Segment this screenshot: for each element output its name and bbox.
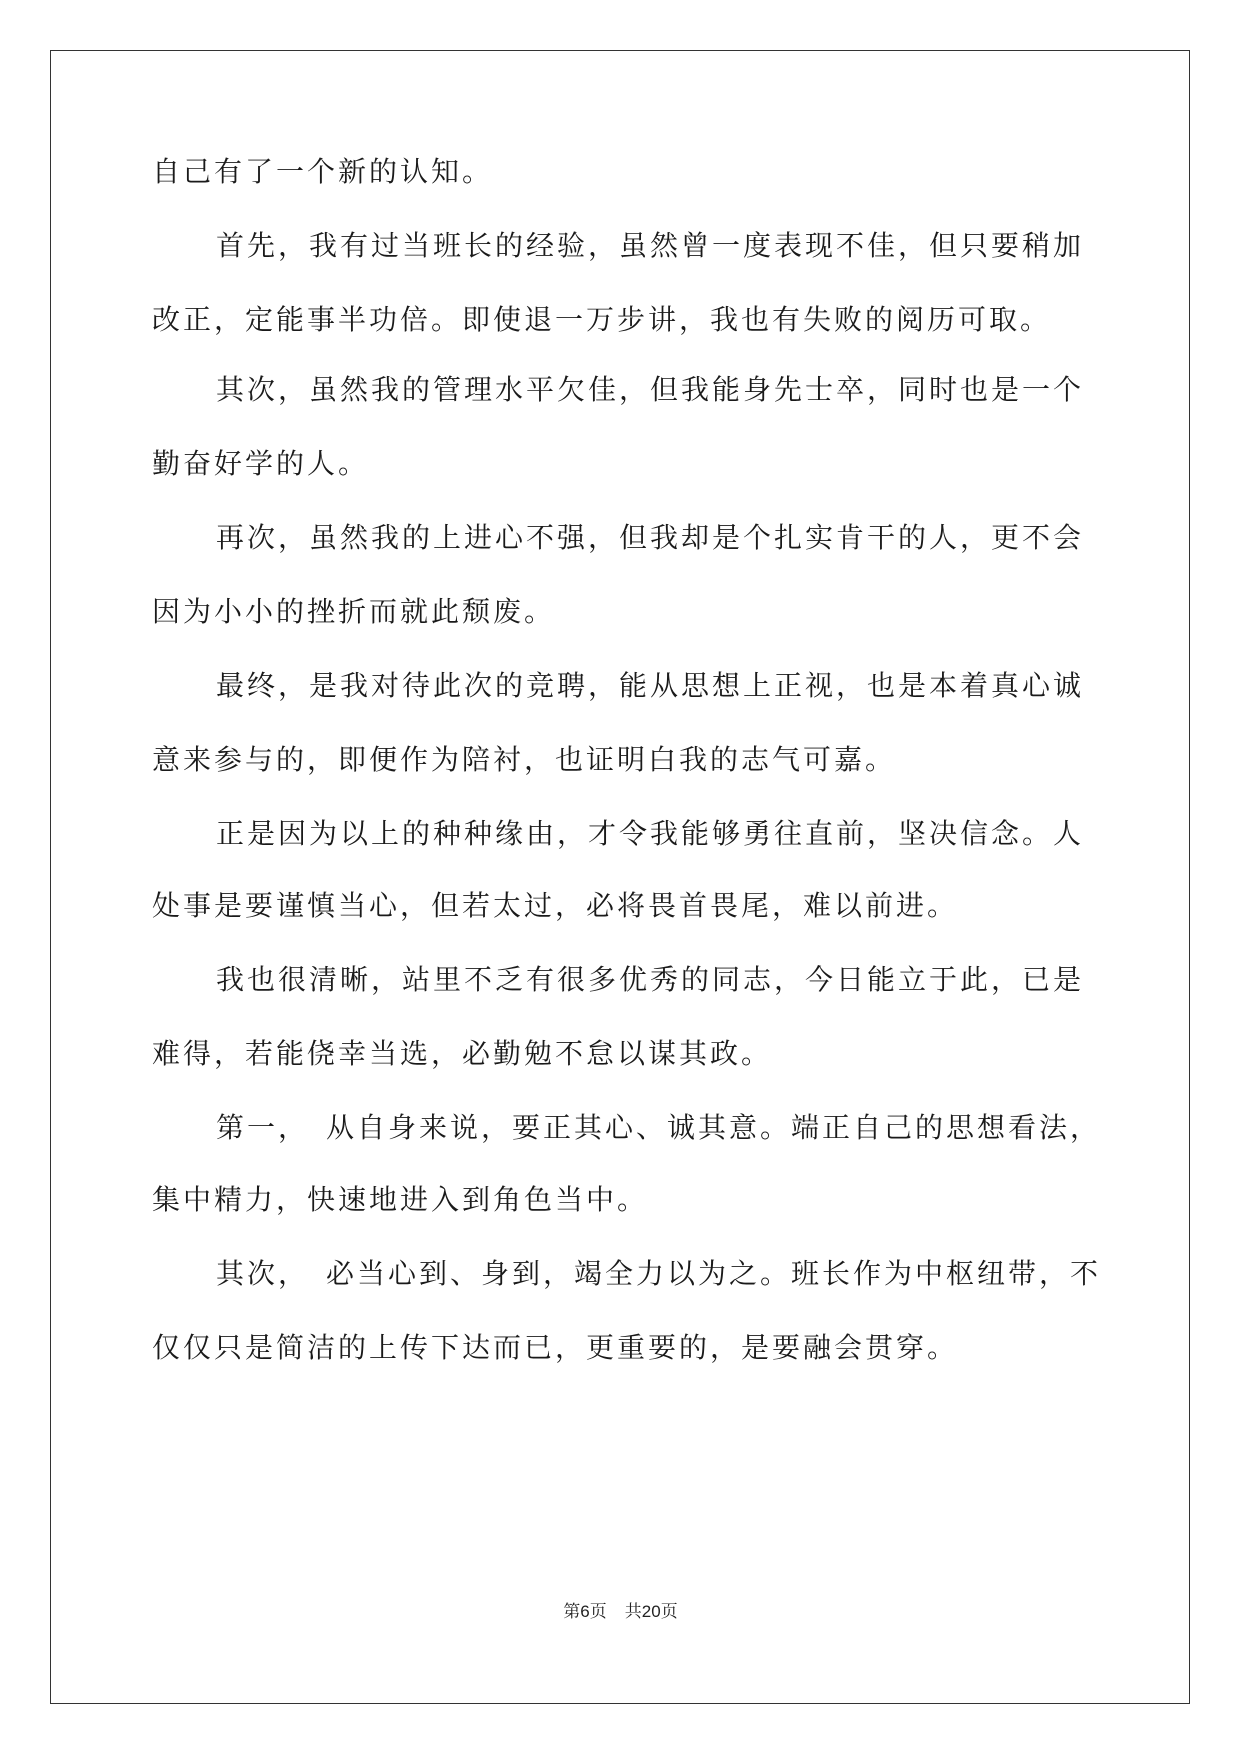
page-prefix: 第 (563, 1602, 581, 1622)
text-line: 难得，若能侥幸当选，必勤勉不怠以谋其政。 (152, 1037, 773, 1070)
text-line: 处事是要谨慎当心，但若太过，必将畏首畏尾，难以前进。 (152, 889, 959, 922)
text-line: 仅仅只是简洁的上传下达而已，更重要的，是要融会贯穿。 (152, 1331, 959, 1364)
text-line: 勤奋好学的人。 (152, 447, 370, 480)
text-line: 因为小小的挫折而就此颓废。 (152, 595, 556, 628)
text-line: 意来参与的，即便作为陪衬，也证明白我的志气可嘉。 (152, 743, 897, 776)
page-border (50, 50, 1190, 1704)
text-line: 第一， 从自身来说，要正其心、诚其意。端正自己的思想看法， (216, 1111, 1102, 1144)
total-prefix: 共 (624, 1602, 642, 1622)
text-line: 其次， 必当心到、身到，竭全力以为之。班长作为中枢纽带，不 (216, 1257, 1102, 1290)
text-line: 集中精力，快速地进入到角色当中。 (152, 1183, 649, 1216)
text-line: 自己有了一个新的认知。 (152, 155, 494, 188)
text-line: 我也很清晰，站里不乏有很多优秀的同志，今日能立于此，已是 (216, 963, 1085, 996)
page-suffix: 页 (589, 1602, 607, 1622)
text-line: 再次，虽然我的上进心不强，但我却是个扎实肯干的人，更不会 (216, 521, 1085, 554)
text-line: 最终，是我对待此次的竞聘，能从思想上正视，也是本着真心诚 (216, 669, 1085, 702)
text-line: 正是因为以上的种种缘由，才令我能够勇往直前，坚决信念。人 (216, 817, 1085, 850)
total-suffix: 页 (660, 1602, 678, 1622)
page-footer (0, 1600, 1241, 1624)
total-pages: 20 (641, 1602, 661, 1621)
text-line: 改正，定能事半功倍。即使退一万步讲，我也有失败的阅历可取。 (152, 303, 1052, 336)
text-line: 首先，我有过当班长的经验，虽然曾一度表现不佳，但只要稍加 (216, 229, 1085, 262)
page-number: 6 (580, 1602, 590, 1621)
text-line: 其次，虽然我的管理水平欠佳，但我能身先士卒，同时也是一个 (216, 373, 1085, 406)
